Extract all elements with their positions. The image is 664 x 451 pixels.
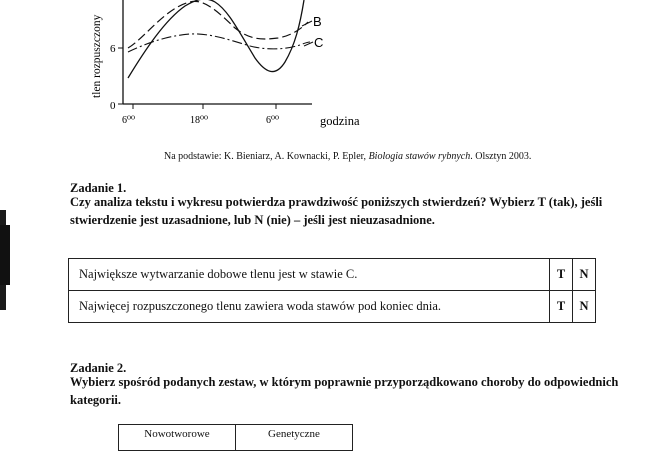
category-table xyxy=(118,424,353,451)
option-t-2[interactable]: T xyxy=(550,291,573,323)
x-tick-3: 6⁰⁰ xyxy=(266,115,280,126)
series-a-line xyxy=(128,0,304,78)
table-row xyxy=(69,291,596,323)
option-t-1[interactable]: T xyxy=(550,259,573,291)
series-b-line xyxy=(128,1,308,48)
x-axis-label: godzina xyxy=(320,114,360,128)
y-axis-label: tlen rozpuszczony xyxy=(91,14,103,98)
oxygen-chart xyxy=(0,0,380,140)
scan-edge-mark xyxy=(0,225,10,285)
table-row xyxy=(69,259,596,291)
task2-title: Zadanie 2. xyxy=(70,361,127,375)
source-citation: Na podstawie: K. Bieniarz, A. Kownacki, P. Epler, Biologia stawów rybnych. Olsztyn 2003. xyxy=(164,151,532,162)
option-n-2[interactable]: N xyxy=(573,291,596,323)
x-tick-2: 18⁰⁰ xyxy=(190,115,209,126)
y-tick-6: 6 xyxy=(110,43,116,55)
task1-title: Zadanie 1. xyxy=(70,181,127,195)
task1-instructions: Czy analiza tekstu i wykresu potwierdza prawdziwość poniższych stwierdzeń? Wybierz T (tak), jeśli stwierdzenie jest uzasadnione, lub N (nie) – jeśli jest nieuzasadnione. xyxy=(70,195,603,227)
statement-2: Najwięcej rozpuszczonego tlenu zawiera woda stawów pod koniec dnia. xyxy=(69,291,550,323)
table-row xyxy=(119,425,353,451)
statement-1: Największe wytwarzanie dobowe tlenu jest w stawie C. xyxy=(69,259,550,291)
true-false-table xyxy=(68,258,596,323)
series-c-label: C xyxy=(314,35,324,50)
series-b-label: B xyxy=(313,14,322,29)
option-n-1[interactable]: N xyxy=(573,259,596,291)
x-tick-1: 6⁰⁰ xyxy=(122,115,136,126)
y-tick-0: 0 xyxy=(110,100,116,112)
header-nowotworowe: Nowotworowe xyxy=(119,425,236,451)
task2-instructions: Wybierz spośród podanych zestaw, w którym poprawnie przyporządkowano choroby do odpowiednich kategorii. xyxy=(70,375,619,407)
header-genetyczne: Genetyczne xyxy=(236,425,353,451)
